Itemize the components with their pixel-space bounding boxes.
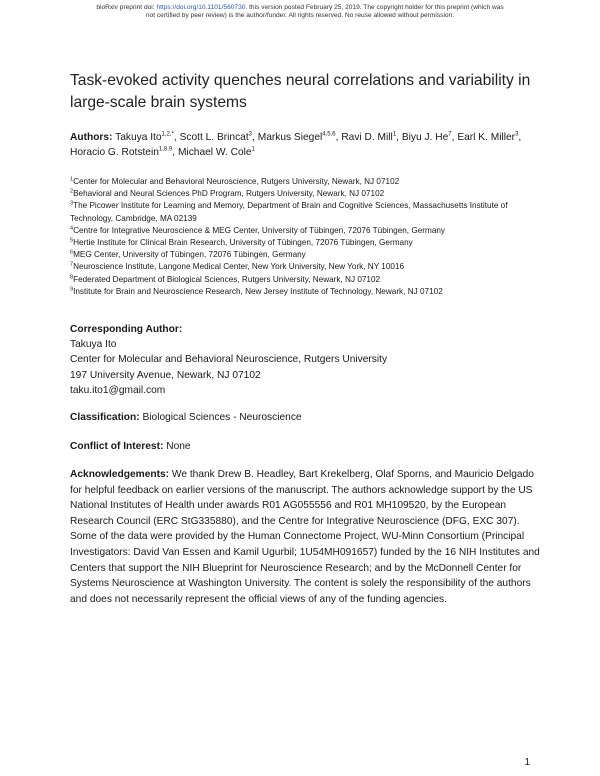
header-line-1	[0, 4, 600, 12]
classification-label: Classification:	[70, 412, 140, 423]
doi-link[interactable]: https://doi.org/10.1101/560730	[156, 4, 246, 11]
corresponding-address: 197 University Avenue, Newark, NJ 07102	[70, 369, 261, 381]
paper-title: Task-evoked activity quenches neural correlations and variability in large-scale brain systems	[70, 72, 531, 111]
affiliation: $^4$Centre for Integrative Neuroscience & MEG Center, University of Tübingen, 72076 Tübingen, Germany	[70, 225, 446, 235]
affiliation: $^5$Hertie Institute for Clinical Brain Research, University of Tübingen, 72076 Tübingen, Germany	[70, 237, 413, 248]
conflict-label: Conflict of Interest:	[70, 441, 164, 452]
corresponding-email[interactable]: taku.ito1@gmail.com	[70, 384, 166, 396]
author: Markus Siegel$^{4,5,6}$,	[257, 131, 339, 143]
affiliation: $^3$The Picower Institute for Learning and Memory, Department of Brain and Cognitive Sciences, Massachusetts Institute of Technology, Cambridge, MA 02139	[70, 200, 508, 223]
affiliation: $^8$Federated Department of Biological Sciences, Rutgers University, Newark, NJ 07102	[70, 273, 381, 284]
acknowledgements	[70, 467, 540, 607]
acknowledgements-label: Acknowledgements:	[70, 469, 170, 480]
corresponding-center: Center for Molecular and Behavioral Neuroscience, Rutgers University	[70, 354, 388, 366]
corresponding-label: Corresponding Author:	[70, 324, 183, 335]
classification	[70, 410, 540, 425]
author: Ravi D. Mill$^1$,	[341, 131, 400, 143]
classification-value: Biological Sciences - Neuroscience	[139, 412, 302, 423]
page-number: 1	[524, 757, 530, 768]
header-prefix: bioRxiv preprint doi:	[96, 4, 157, 11]
header-suffix: . this version posted February 25, 2019. The copyright holder for this preprint (which was	[245, 4, 504, 11]
author: Biyu J. He$^7$,	[401, 131, 455, 143]
header-line-2: not certified by peer review) is the author/funder. All rights reserved. No reuse allowed without permission.	[145, 12, 455, 19]
author: Scott L. Brincat$^3$,	[179, 131, 255, 143]
authors-label: Authors:	[70, 132, 113, 143]
affiliation: $^9$Institute for Brain and Neuroscience Research, New Jersey Institute of Technology, Newark, NJ 07102	[70, 286, 443, 296]
author: Horacio G. Rotstein$^{1,8,9}$,	[70, 146, 176, 158]
acknowledgements-text: We thank Drew B. Headley, Bart Krekelberg, Olaf Sporns, and Mauricio Delgado for helpful feedback on earlier versions of the manuscript. The authors acknowledge support by the US National Institutes of Health under awards R01 AG055556 and R01 MH109520, by the European Research Council (ERC StG335880), and the Centre for Integrative Neuroscience (DFG, EXC 307). Some of the data were provided by the Human Connectome Project, WU-Minn Consortium (Principal Investigators: David Van Essen and Kamil Ugurbil; 1U54MH091657) funded by the 16 NIH Institutes and Centers that support the NIH Blueprint for Neuroscience Research; and by the McDonnell Center for Systems Neuroscience at Washington University. The content is solely the responsibility of the authors and does not necessarily represent the official views of any of the funding agencies.	[70, 469, 540, 605]
affiliation: $^1$Center for Molecular and Behavioral Neuroscience, Rutgers University, Newark, NJ 07102	[70, 176, 400, 186]
author: Takuya Ito$^{1,2,*}$,	[115, 131, 177, 143]
conflict-value: None	[163, 441, 191, 452]
affiliation: $^6$MEG Center, University of Tübingen, 72076 Tübingen, Germany	[70, 249, 306, 260]
conflict-of-interest	[70, 439, 540, 454]
author: Michael W. Cole$^1$	[177, 146, 255, 158]
affiliation: $^7$Neuroscience Institute, Langone Medical Center, New York University, New York, NY 10016	[70, 261, 405, 272]
corresponding-name: Takuya Ito	[70, 339, 117, 351]
author-list	[70, 130, 540, 160]
author: Earl K. Miller$^3$,	[457, 131, 522, 143]
preprint-header	[0, 4, 600, 20]
affiliation: $^2$Behavioral and Neural Sciences PhD Program, Rutgers University, Newark, NJ 07102	[70, 188, 385, 199]
affiliations	[70, 176, 540, 298]
corresponding-author-block	[70, 322, 540, 398]
